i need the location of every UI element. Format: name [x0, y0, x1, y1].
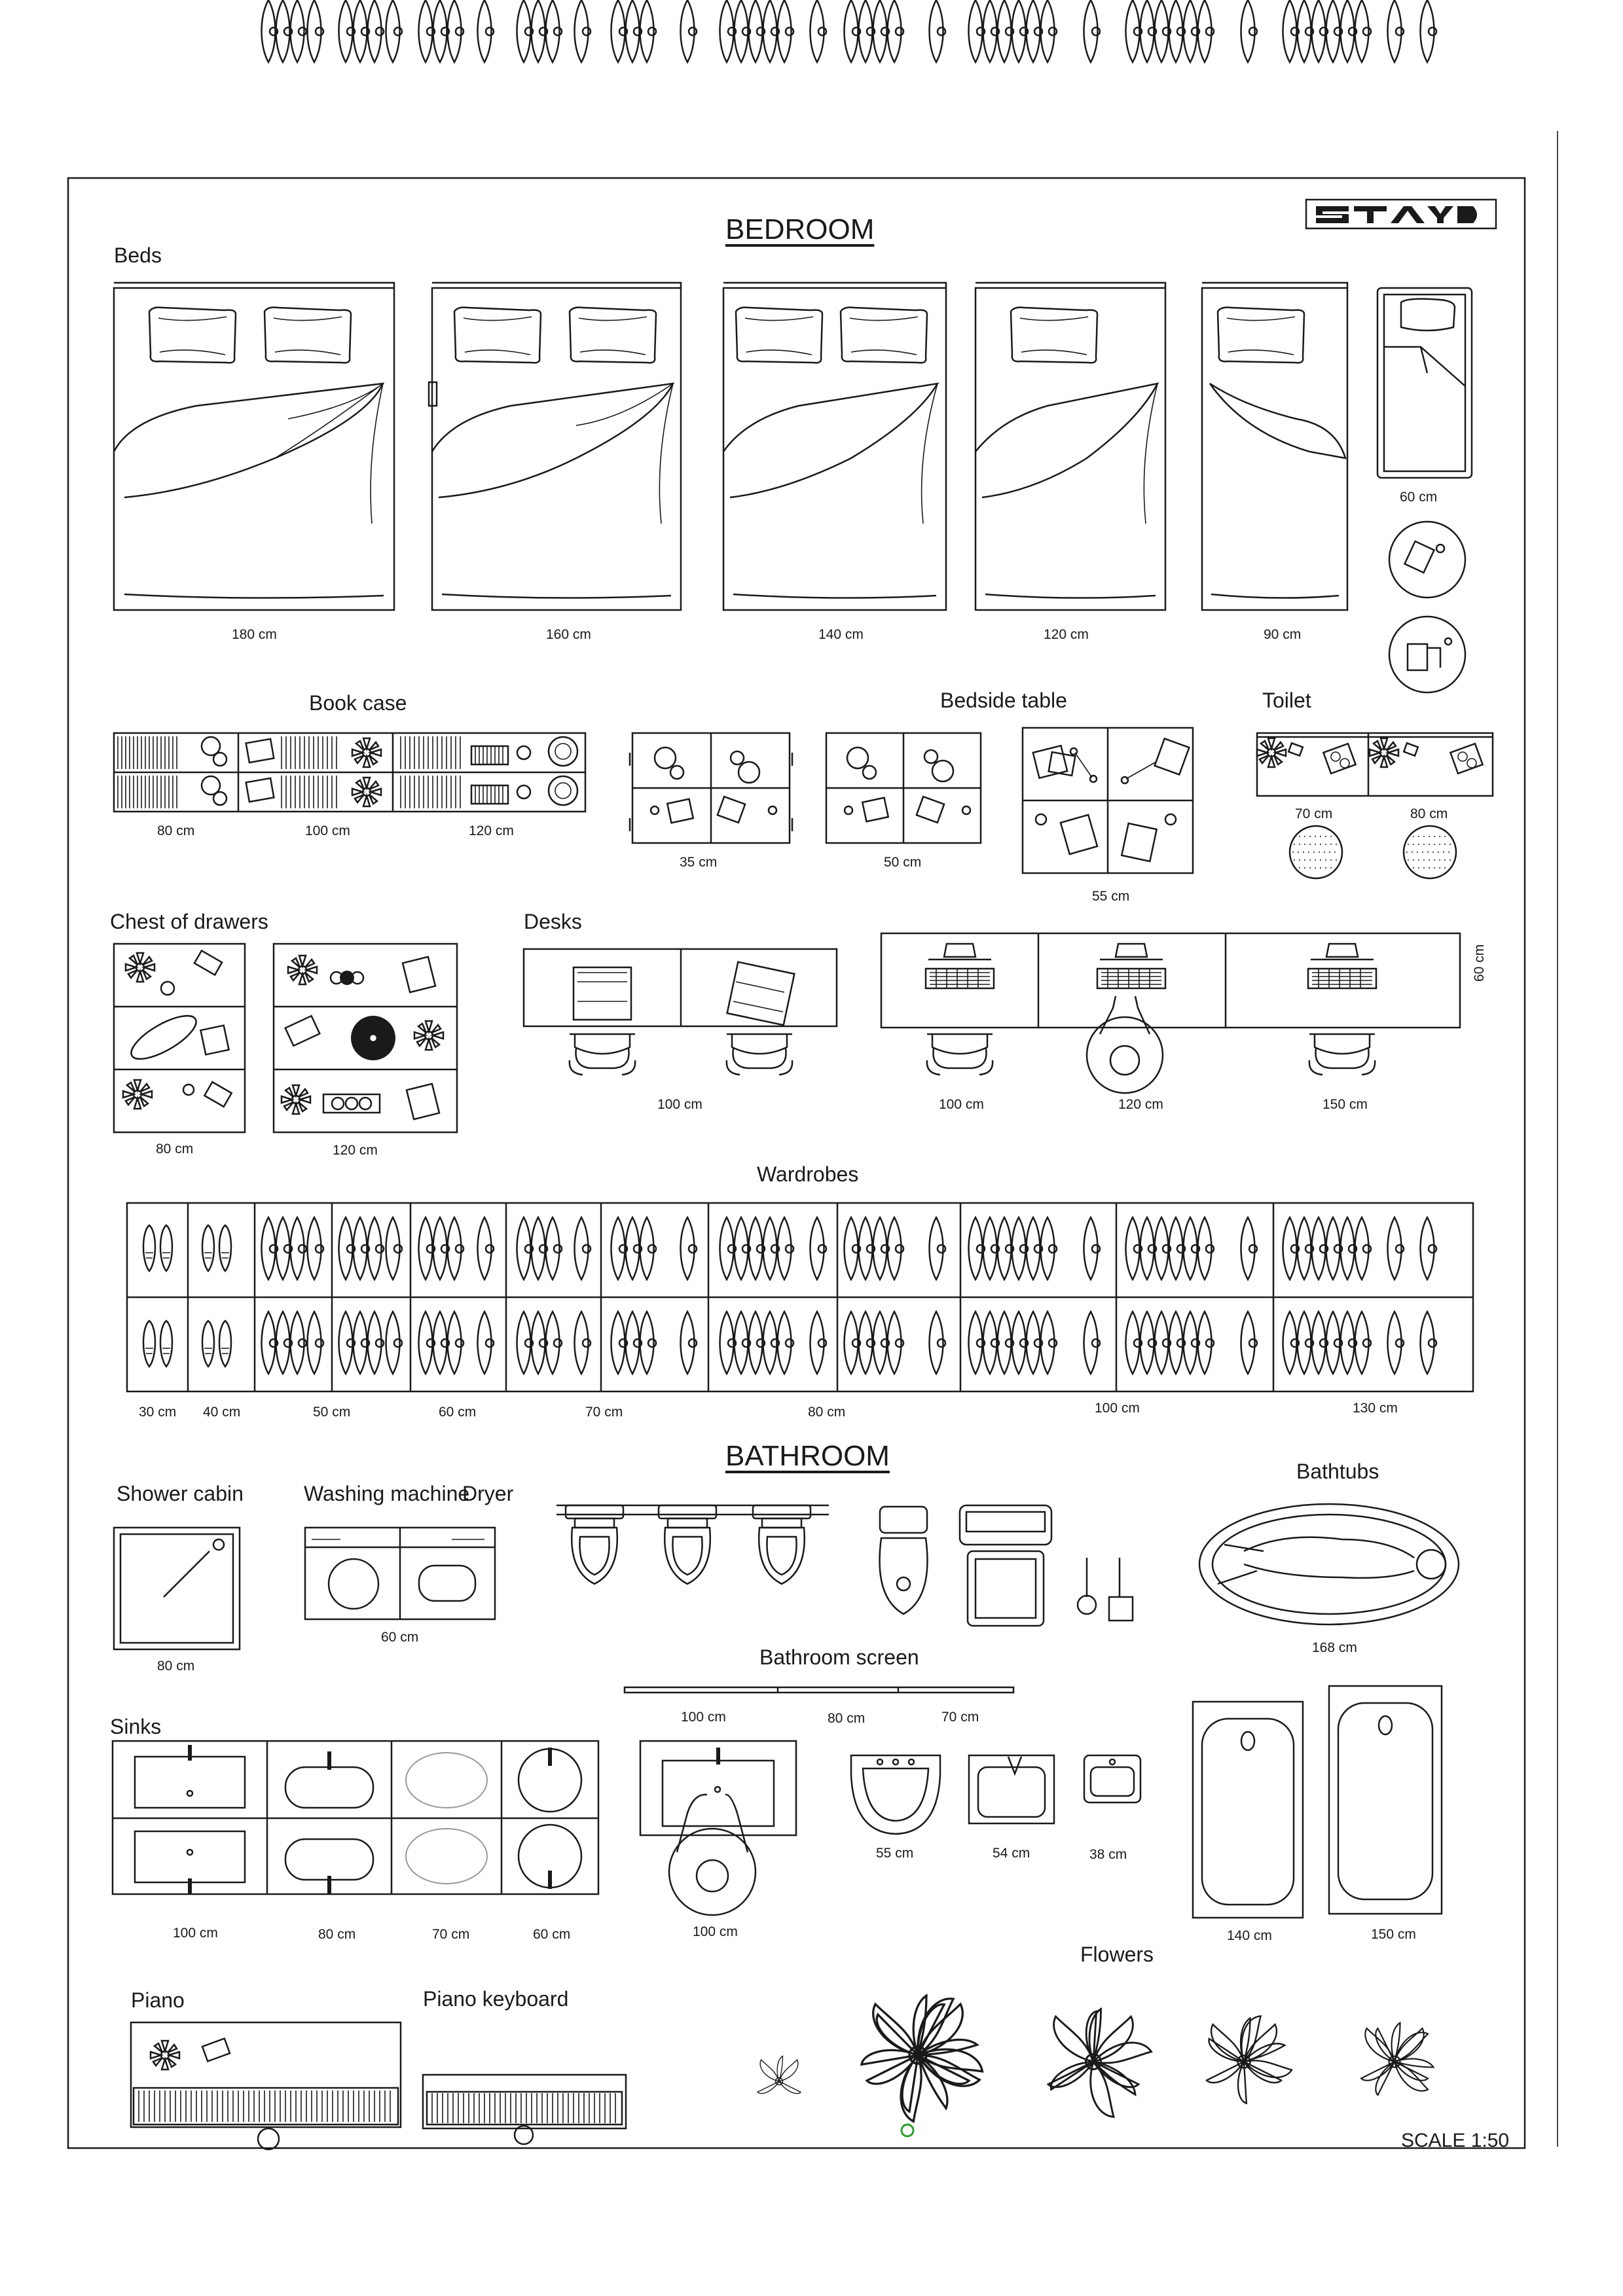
- dim-bed-120: 120 cm: [1044, 627, 1089, 642]
- toilet-accessories: [1078, 1558, 1133, 1621]
- dim-bookcase-80: 80 cm: [157, 823, 195, 838]
- dim-bed-160: 160 cm: [546, 627, 591, 642]
- dim-sink-100: 100 cm: [173, 1926, 218, 1941]
- dim-bed-60: 60 cm: [1400, 490, 1438, 505]
- toilet-stools: [1290, 826, 1456, 878]
- label-washing-machine: Washing machine: [304, 1482, 470, 1505]
- bedside-table-55: [1023, 728, 1193, 873]
- chest-of-drawers-80: [114, 944, 245, 1132]
- dim-bed-140: 140 cm: [818, 627, 864, 642]
- piano-keyboard: [423, 2075, 626, 2144]
- bathroom-screen: [625, 1687, 1013, 1693]
- desk-double-100: [524, 949, 837, 1075]
- bedside-table-35: [630, 733, 792, 843]
- floor-toilet: [880, 1507, 928, 1614]
- dim-chest-120: 120 cm: [333, 1143, 378, 1158]
- dim-bathtub-150: 150 cm: [1371, 1927, 1416, 1942]
- dim-wardrobe-30: 30 cm: [139, 1405, 177, 1420]
- sink-with-person: [640, 1741, 796, 1915]
- label-sinks: Sinks: [110, 1715, 162, 1738]
- dim-bathtub-140: 140 cm: [1227, 1928, 1272, 1943]
- chest-of-drawers-120: [274, 944, 457, 1132]
- dim-chest-80: 80 cm: [156, 1141, 194, 1157]
- dim-bookcase-100: 100 cm: [305, 823, 350, 838]
- dim-screen-70: 70 cm: [941, 1710, 979, 1725]
- label-toilet: Toilet: [1262, 689, 1311, 712]
- label-chest-of-drawers: Chest of drawers: [110, 910, 268, 933]
- dim-small-sink-38: 38 cm: [1089, 1847, 1127, 1862]
- double-bed-160: [429, 283, 681, 610]
- small-sinks: [851, 1755, 1140, 1834]
- single-bed-90: [1202, 283, 1347, 610]
- dim-desk-100b: 100 cm: [939, 1097, 984, 1112]
- dim-wardrobe-130: 130 cm: [1353, 1401, 1398, 1416]
- toilet-with-cistern: [960, 1505, 1051, 1626]
- logo-graphic: [1306, 200, 1496, 228]
- label-desks: Desks: [524, 910, 582, 933]
- dim-bookcase-120: 120 cm: [469, 823, 514, 838]
- heading-bedroom: BEDROOM: [725, 213, 875, 245]
- shower-cabin: [114, 1528, 240, 1649]
- dim-screen-80: 80 cm: [828, 1711, 866, 1726]
- dim-bed-180: 180 cm: [232, 627, 277, 642]
- dim-desk-150: 150 cm: [1322, 1097, 1368, 1112]
- heading-bathroom: BATHROOM: [725, 1440, 890, 1472]
- sinks-grid: [113, 1741, 598, 1894]
- double-bed-140: [723, 283, 946, 610]
- dim-desk-depth-60: 60 cm: [1472, 944, 1487, 982]
- bathtub-150: [1329, 1686, 1442, 1914]
- dim-screen-100: 100 cm: [681, 1710, 726, 1725]
- dim-desk-100a: 100 cm: [657, 1097, 702, 1112]
- desk-triple: [881, 933, 1460, 1093]
- label-dryer: Dryer: [462, 1482, 514, 1505]
- piano: [131, 2022, 401, 2149]
- dim-desk-120: 120 cm: [1118, 1097, 1163, 1112]
- label-bathtubs: Bathtubs: [1296, 1460, 1379, 1483]
- label-wardrobes: Wardrobes: [757, 1162, 859, 1186]
- dim-small-sink-54: 54 cm: [993, 1846, 1030, 1861]
- dim-sink-70: 70 cm: [432, 1927, 470, 1942]
- label-bathroom-screen: Bathroom screen: [759, 1645, 919, 1669]
- dim-wardrobe-100: 100 cm: [1095, 1401, 1140, 1416]
- dim-sink-80: 80 cm: [318, 1927, 356, 1942]
- book-case-modules: [114, 733, 585, 812]
- bathtub-140: [1193, 1702, 1303, 1918]
- dim-toilet-70: 70 cm: [1295, 806, 1333, 821]
- dim-wardrobe-60: 60 cm: [439, 1405, 477, 1420]
- dim-bedside-35: 35 cm: [680, 855, 718, 870]
- washer-dryer: [305, 1528, 495, 1619]
- flowers: [757, 1988, 1434, 2136]
- dim-wardrobe-50: 50 cm: [313, 1405, 351, 1420]
- dim-bedside-50: 50 cm: [884, 855, 922, 870]
- dim-toilet-80: 80 cm: [1410, 806, 1448, 821]
- dim-wardrobe-40: 40 cm: [203, 1405, 241, 1420]
- vanity-70-80: [1257, 733, 1493, 796]
- label-piano-keyboard: Piano keyboard: [423, 1987, 569, 2011]
- dim-bedside-55: 55 cm: [1092, 889, 1130, 904]
- dim-wardrobe-80: 80 cm: [808, 1405, 846, 1420]
- bedside-table-50: [826, 733, 981, 843]
- dim-bed-90: 90 cm: [1264, 627, 1302, 642]
- dim-sink-60: 60 cm: [533, 1927, 571, 1942]
- dim-sink-person-100: 100 cm: [693, 1924, 738, 1939]
- double-bed-180: [114, 283, 394, 610]
- label-book-case: Book case: [309, 691, 407, 715]
- bathtub-oval: [1199, 1504, 1459, 1624]
- wall-toilets: [556, 1505, 829, 1584]
- label-flowers: Flowers: [1080, 1943, 1154, 1966]
- dim-small-sink-55: 55 cm: [876, 1846, 914, 1861]
- dim-shower-80: 80 cm: [157, 1659, 195, 1674]
- label-beds: Beds: [114, 243, 162, 267]
- label-piano: Piano: [131, 1988, 185, 2012]
- dim-wardrobe-70: 70 cm: [585, 1405, 623, 1420]
- label-bedside-table: Bedside table: [940, 689, 1067, 712]
- scale-label: SCALE 1:50: [1401, 2130, 1510, 2151]
- dim-bathtub-oval-168: 168 cm: [1312, 1640, 1357, 1655]
- dim-washer-60: 60 cm: [381, 1630, 419, 1645]
- double-bed-120: [976, 283, 1165, 610]
- label-shower-cabin: Shower cabin: [117, 1482, 244, 1505]
